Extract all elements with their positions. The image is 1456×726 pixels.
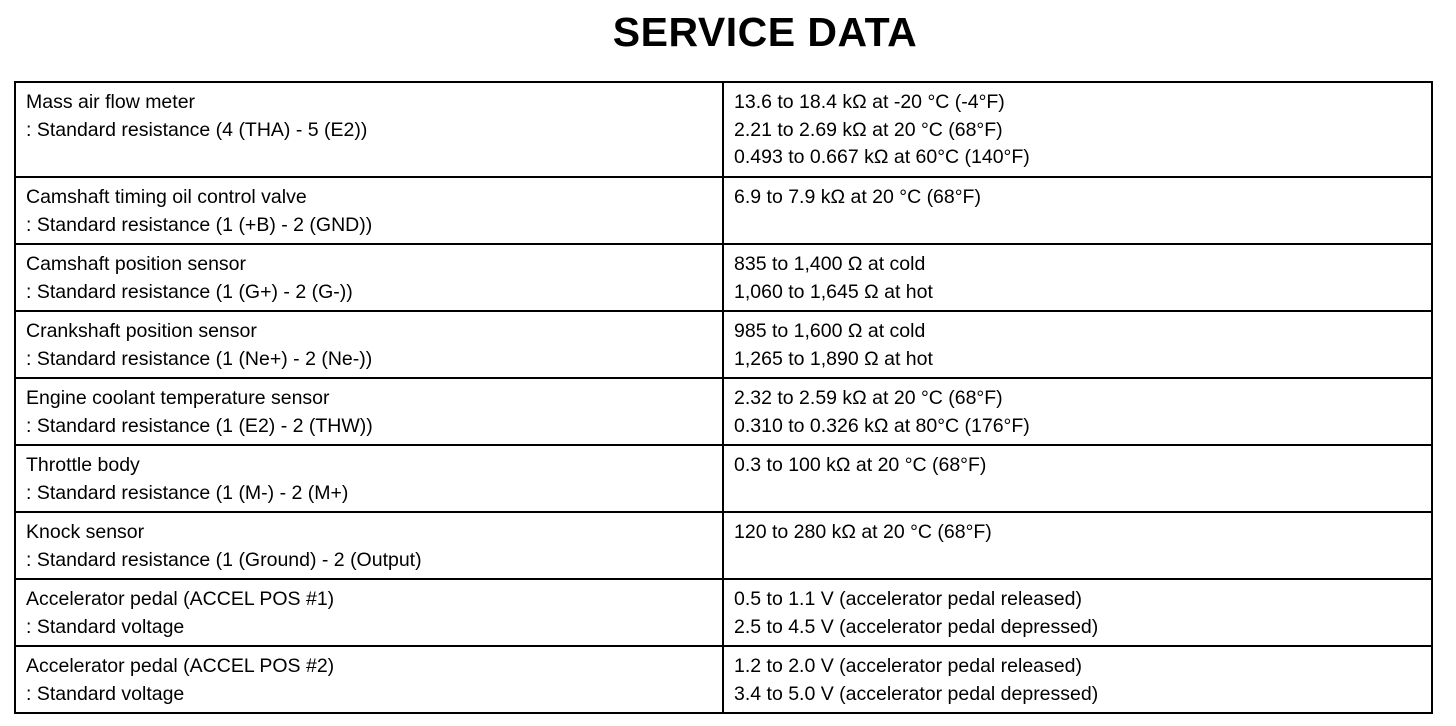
spec-value: 0.3 to 100 kΩ at 20 °C (68°F) (734, 454, 987, 476)
spec-value: 0.5 to 1.1 V (accelerator pedal released) (734, 588, 1082, 610)
spec-value: 120 to 280 kΩ at 20 °C (68°F) (734, 521, 992, 543)
component-name: Crankshaft position sensor (26, 320, 257, 342)
spec-description: : Standard resistance (1 (Ne+) - 2 (Ne-)) (26, 347, 373, 370)
component-name: Accelerator pedal (ACCEL POS #1) (26, 588, 335, 610)
item-cell (15, 244, 723, 311)
spec-value: 1,060 to 1,645 Ω at hot (734, 280, 933, 303)
table-row (15, 646, 1432, 713)
spec-value: 835 to 1,400 Ω at cold (734, 253, 926, 275)
component-name: Mass air flow meter (26, 91, 196, 113)
spec-value: 13.6 to 18.4 kΩ at -20 °C (-4°F) (734, 91, 1005, 113)
spec-value: 3.4 to 5.0 V (accelerator pedal depressed) (734, 682, 1099, 705)
spec-value: 6.9 to 7.9 kΩ at 20 °C (68°F) (734, 186, 981, 208)
component-name: Throttle body (26, 454, 140, 476)
table-row (15, 177, 1432, 244)
item-cell (15, 378, 723, 445)
spec-value: 0.310 to 0.326 kΩ at 80°C (176°F) (734, 414, 1030, 437)
spec-value: 2.21 to 2.69 kΩ at 20 °C (68°F) (734, 118, 1003, 141)
spec-description: : Standard voltage (26, 682, 185, 705)
spec-description: : Standard resistance (1 (M-) - 2 (M+) (26, 481, 349, 504)
table-row (15, 311, 1432, 378)
service-data-table (14, 81, 1433, 714)
table-row (15, 445, 1432, 512)
item-cell (15, 579, 723, 646)
item-cell (15, 445, 723, 512)
table-row (15, 512, 1432, 579)
value-cell (723, 646, 1432, 713)
component-name: Knock sensor (26, 521, 145, 543)
spec-value: 2.32 to 2.59 kΩ at 20 °C (68°F) (734, 387, 1003, 409)
component-name: Accelerator pedal (ACCEL POS #2) (26, 655, 335, 677)
value-cell (723, 378, 1432, 445)
component-name: Camshaft timing oil control valve (26, 186, 307, 208)
spec-description: : Standard resistance (1 (G+) - 2 (G-)) (26, 280, 353, 303)
value-cell (723, 177, 1432, 244)
spec-description: : Standard resistance (1 (+B) - 2 (GND)) (26, 213, 373, 236)
page-title: SERVICE DATA (612, 9, 918, 55)
table-row (15, 82, 1432, 177)
table-row (15, 579, 1432, 646)
item-cell (15, 82, 723, 177)
value-cell (723, 445, 1432, 512)
component-name: Engine coolant temperature sensor (26, 387, 330, 409)
value-cell (723, 311, 1432, 378)
item-cell (15, 177, 723, 244)
component-name: Camshaft position sensor (26, 253, 247, 275)
spec-value: 2.5 to 4.5 V (accelerator pedal depressed) (734, 615, 1099, 638)
spec-value: 1,265 to 1,890 Ω at hot (734, 347, 933, 370)
spec-description: : Standard resistance (4 (THA) - 5 (E2)) (26, 118, 368, 141)
spec-description: : Standard resistance (1 (Ground) - 2 (Output) (26, 548, 422, 571)
value-cell (723, 244, 1432, 311)
spec-description: : Standard resistance (1 (E2) - 2 (THW)) (26, 414, 373, 437)
spec-value: 0.493 to 0.667 kΩ at 60°C (140°F) (734, 146, 1030, 168)
table-row (15, 244, 1432, 311)
value-cell (723, 512, 1432, 579)
spec-value: 1.2 to 2.0 V (accelerator pedal released) (734, 655, 1082, 677)
item-cell (15, 646, 723, 713)
value-cell (723, 82, 1432, 177)
item-cell (15, 512, 723, 579)
table-row (15, 378, 1432, 445)
spec-value: 985 to 1,600 Ω at cold (734, 320, 926, 342)
spec-description: : Standard voltage (26, 615, 185, 638)
item-cell (15, 311, 723, 378)
value-cell (723, 579, 1432, 646)
